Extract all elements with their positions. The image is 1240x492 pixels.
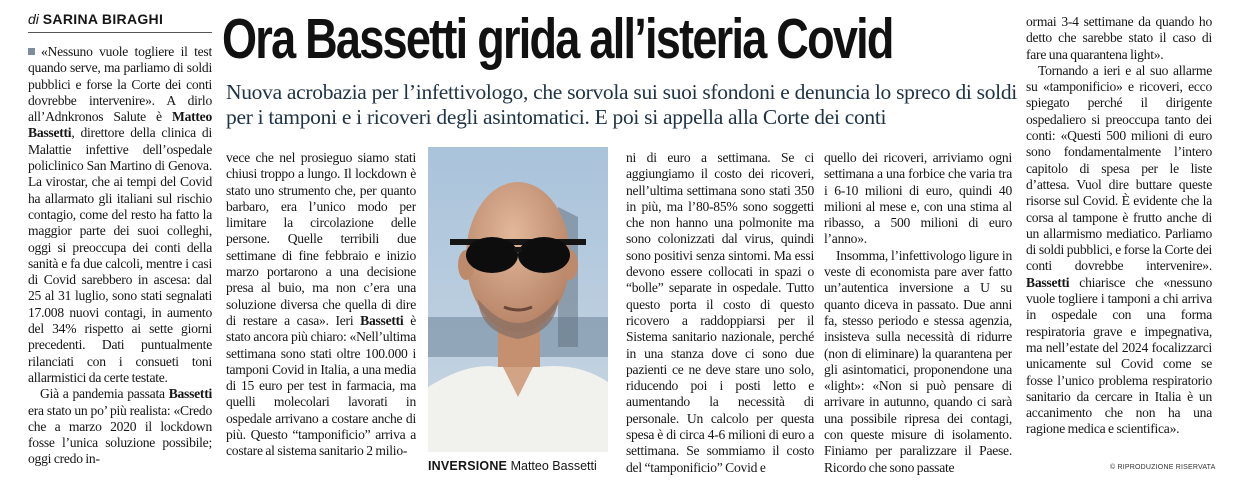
paragraph: Tornando a ieri e al suo allarme su «tamponificio» e ricoveri, ecco spiegato perché il dirigente ospedaliero si preoccupa tanto dei conti: «Questi 500 milioni di euro sono fondamentalmente l’intero capitolo di spesa per le liste d’attesa. Vuol dire buttare queste risorse sul Covid. È evidente che la corsa al tampone è frutto anche di un allarmismo mediatico. Parliamo di soldi pubblici, e forse la Corte dei conti dovrebbe intervenire». Bassetti chiarisce che «nessuno vuole togliere i tamponi a chi arriva in ospedale con una forma respiratoria grave e impegnativa, ma nell’estate del 2024 focalizzarci unicamente sul Covid come se fosse l’unico problema respiratorio sanitario da cercare in Italia è un accanimento che non ha una ragione medica e scientifica». <box>1026 62 1212 437</box>
subhead: Nuova acrobazia per l’infettivologo, che sorvola sui suoi sfondoni e denuncia lo spreco di soldi per i tamponi e i ricoveri degli asintomatici. E poi si appella alla Corte dei conti <box>226 80 1017 129</box>
article-column-5 <box>1026 14 1212 460</box>
headline: Ora Bassetti grida all’isteria Covid <box>222 7 893 71</box>
bold-name: Bassetti <box>360 312 404 328</box>
paragraph: quello dei ricoveri, arriviamo ogni settimana a una forbice che varia tra i 6-10 milioni di euro, quindi 40 milioni al mese e, con una stima al ribasso, a 500 milioni di euro l’anno». <box>824 150 1012 247</box>
copyright-notice: © RIPRODUZIONE RISERVATA <box>1110 464 1216 471</box>
bold-name: Bassetti <box>168 386 212 402</box>
article-column-3 <box>626 150 814 476</box>
bold-name: Bassetti <box>1026 274 1070 290</box>
paragraph: «Nessuno vuole togliere il test quando serve, ma parliamo di soldi pubblici e forse la Corte dei conti dovrebbe intervenire». A dirlo all’Adnkronos Salute è Matteo Bassetti, direttore della clinica di Malattie infettive dell’ospedale policlinico San Martino di Genova. La virostar, che ai tempi del Covid ha allarmato gli italiani sul rischio contagio, come del resto ha fatto la maggior parte dei suoi colleghi, oggi si preoccupa dei conti della sanità e fa due calcoli, mentre i casi di Covid sarebbero in ascesa: dal 25 al 31 luglio, sono stati segnalati 17.008 nuovi contagi, in aumento del 34% rispetto ai sette giorni precedenti. Dati puntualmente rilanciati con i consueti toni allarmistici da certe testate. <box>28 44 212 385</box>
bold-name: Matteo Bassetti <box>28 109 212 141</box>
article-column-4 <box>824 150 1012 476</box>
byline-prefix: di <box>28 11 39 27</box>
byline <box>28 6 212 33</box>
caption-name: Matteo Bassetti <box>510 459 597 473</box>
paragraph: ormai 3-4 settimane da quando ho detto che sarebbe stato il caso di fare una quarantena light». <box>1026 14 1212 62</box>
paragraph: Già a pandemia passata Bassetti era stato un po’ più realista: «Credo che a marzo 2020 il lockdown fosse l’unica soluzione possibile; oggi credo in- <box>28 386 212 467</box>
article-column-2 <box>226 150 416 476</box>
paragraph: ni di euro a settimana. Se ci aggiungiamo il costo dei ricoveri, nell’ultima settimana sono stati 350 in più, ma l’80-85% sono soggetti che non hanno una polmonite ma sono colonizzati dal virus, quindi sono positivi senza sintomi. Ma essi devono essere collocati in spazi o “bolle” separate in ospedale. Tutto questo porta il costo di questo ricovero a raddoppiarsi per il Sistema sanitario nazionale, perché in una stanza dove ci sono due pazienti ce ne deve stare uno solo, riducendo poi i posti letto e aumentando la necessità di personale. Un calcolo per questa spesa è di circa 4-6 milioni di euro a settimana. Se sommiamo il costo del “tamponificio” Covid e <box>626 150 814 475</box>
paragraph: Insomma, l’infettivologo ligure in veste di economista pare aver fatto un’autentica inversione a U su quanto diceva in passato. Due anni fa, stesso periodo e stessa agenzia, insisteva sulla necessità di ridurre (non di eliminare) la quarantena per gli asintomatici, proponendone una «light»: «Non si può pensare di arrivare in autunno, quando ci sarà una possibile ripresa dei contagi, con queste misure di isolamento. Finiamo per paralizzare il Paese. Ricordo che sono passate <box>824 247 1012 475</box>
byline-author: SARINA BIRAGHI <box>42 11 164 27</box>
portrait-illustration <box>428 147 608 452</box>
paragraph: vece che nel prosieguo siamo stati chiusi troppo a lungo. Il lockdown è stato uno strumento che, per quanto barbaro, era l’unico modo per limitare la circolazione delle persone. Quelle terribili due settimane di fine febbraio e inizio marzo portarono a una decisione presa al buio, ma non c’era una soluzione diversa che quella di dire di restare a casa». Ieri Bassetti è stato ancora più chiaro: «Nell’ultima settimana sono stati oltre 100.000 i tamponi Covid in Italia, a una media di 15 euro per test in farmacia, ma quelli molecolari lavorati in ospedale arrivano a costare anche di più. Questo “tamponificio” arriva a costare al sistema sanitario 2 milio- <box>226 150 416 459</box>
portrait-photo <box>428 147 608 452</box>
paragraph-marker-icon <box>28 48 35 55</box>
photo-caption <box>428 458 618 474</box>
caption-label: INVERSIONE <box>428 459 508 473</box>
article-column-1 <box>28 44 212 476</box>
